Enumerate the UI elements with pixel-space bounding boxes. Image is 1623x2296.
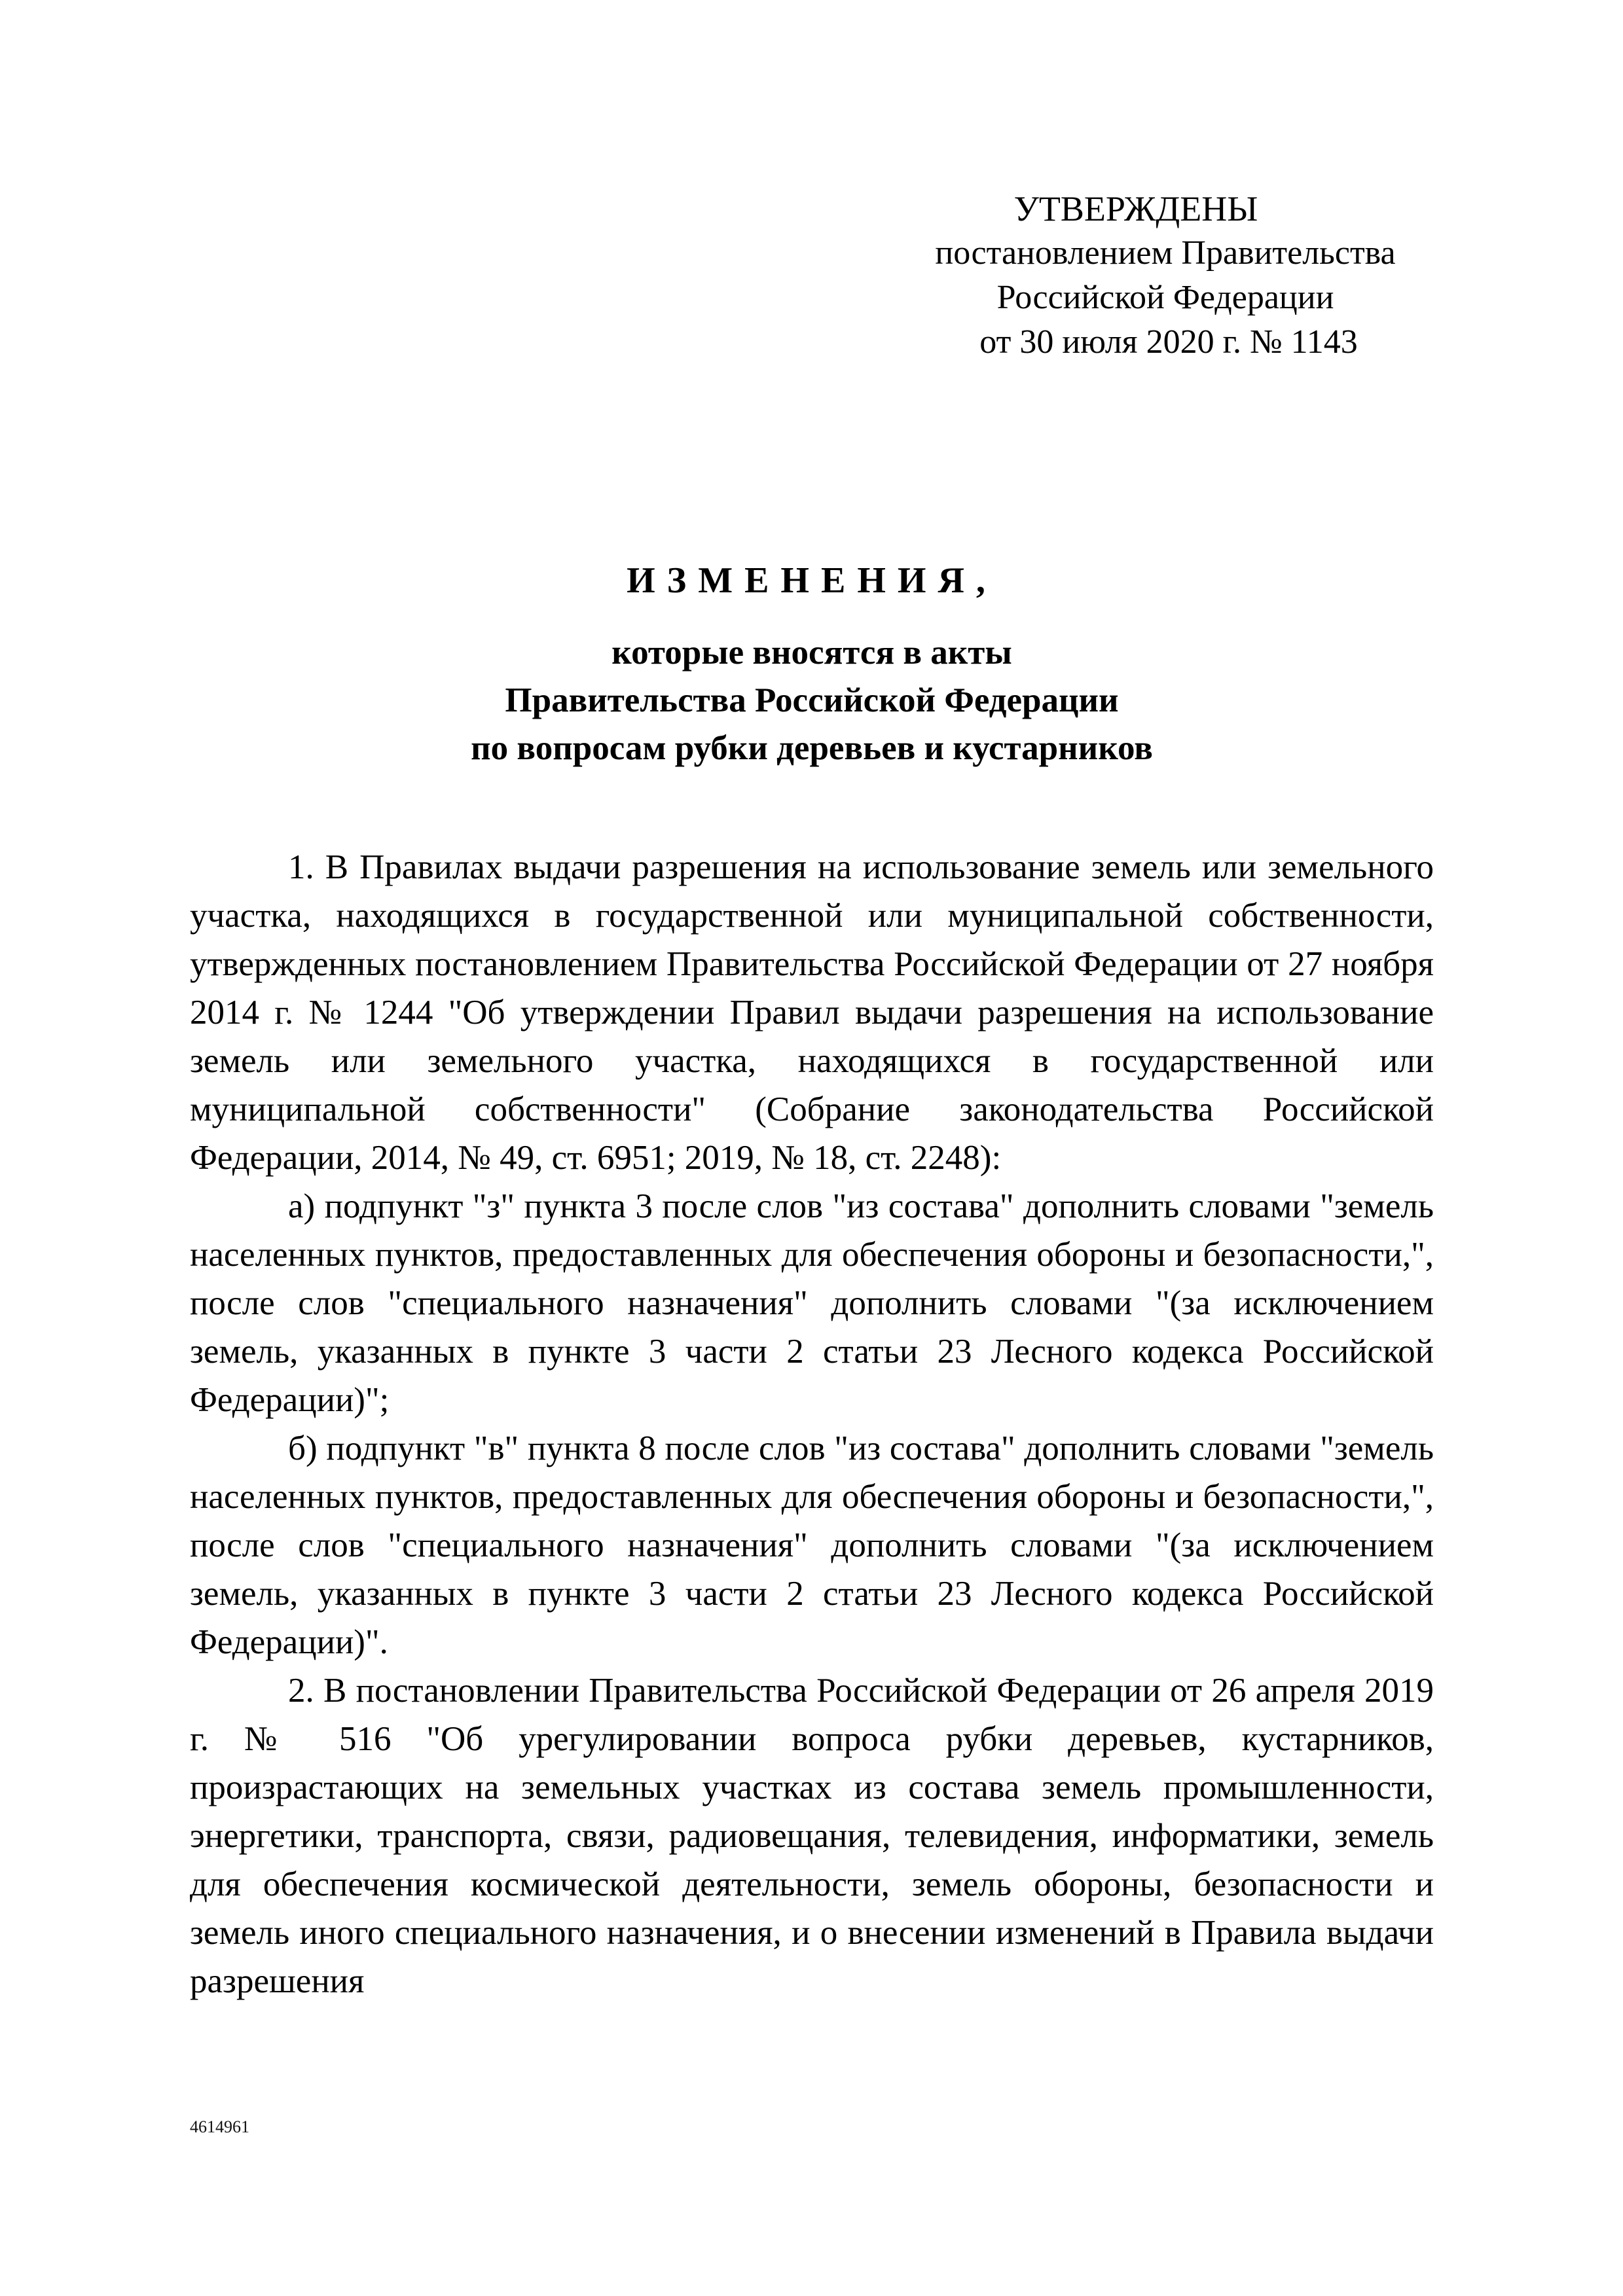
approval-line-1: постановлением Правительства [935,234,1396,272]
paragraph-subitem-a: а) подпункт "з" пункта 3 после слов "из состава" дополнить словами "земель населенных пунктов, предоставленных для обеспечения обороны и безопасности,", после слов "специального назначения" дополнить словами "(за исключением земель, указанных в пункте 3 части 2 статьи 23 Лесного кодекса Российской Федерации)"; [190,1187,1434,1419]
document-registration-number: 4614961 [190,2117,249,2136]
paragraph-subitem-b: б) подпункт "в" пункта 8 после слов "из состава" дополнить словами "земель населенных пунктов, предоставленных для обеспечения обороны и безопасности,", после слов "специального назначения" дополнить словами "(за исключением земель, указанных в пункте 3 части 2 статьи 23 Лесного кодекса Российской Федерации)". [190,1429,1434,1661]
paragraph-item-2: 2. В постановлении Правительства Российской Федерации от 26 апреля 2019 г. № 516 "Об урегулировании вопроса рубки деревьев, кустарников, произрастающих на земельных участках из состава земель промышленности, энергетики, транспорта, связи, радиовещания, телевидения, информатики, земель для обеспечения космической деятельности, земель обороны, безопасности и земель иного специального назначения, и о внесении изменений в Правила выдачи разрешения [190,1672,1434,2000]
document-subtitle [196,629,1427,772]
approval-title: УТВЕРЖДЕНЫ [1013,189,1258,228]
document-title: ИЗМЕНЕНИЯ, [627,560,997,601]
subtitle-line: Правительства Российской Федерации [505,681,1119,719]
subtitle-line: которые вносятся в акты [611,634,1012,672]
subtitle-line: по вопросам рубки деревьев и кустарников [471,729,1153,767]
document-heading [196,560,1427,772]
approval-line-2: Российской Федерации [996,279,1334,316]
paragraph-item-1: 1. В Правилах выдачи разрешения на использование земель или земельного участка, находящихся в государственной или муниципальной собственности, утвержденных постановлением Правительства Российской Федерации от 27 ноября 2014 г. № 1244 "Об утверждении Правил выдачи разрешения на использование земель или земельного участка, находящихся в государственной или муниципальной собственности" (Собрание законодательства Российской Федерации, 2014, № 49, ст. 6951; 2019, № 18, ст. 2248): [190,848,1434,1177]
approval-stamp [851,187,1480,365]
document-body [190,843,1434,2005]
approval-date-number: от 30 июля 2020 г. № 1143 [979,323,1358,361]
